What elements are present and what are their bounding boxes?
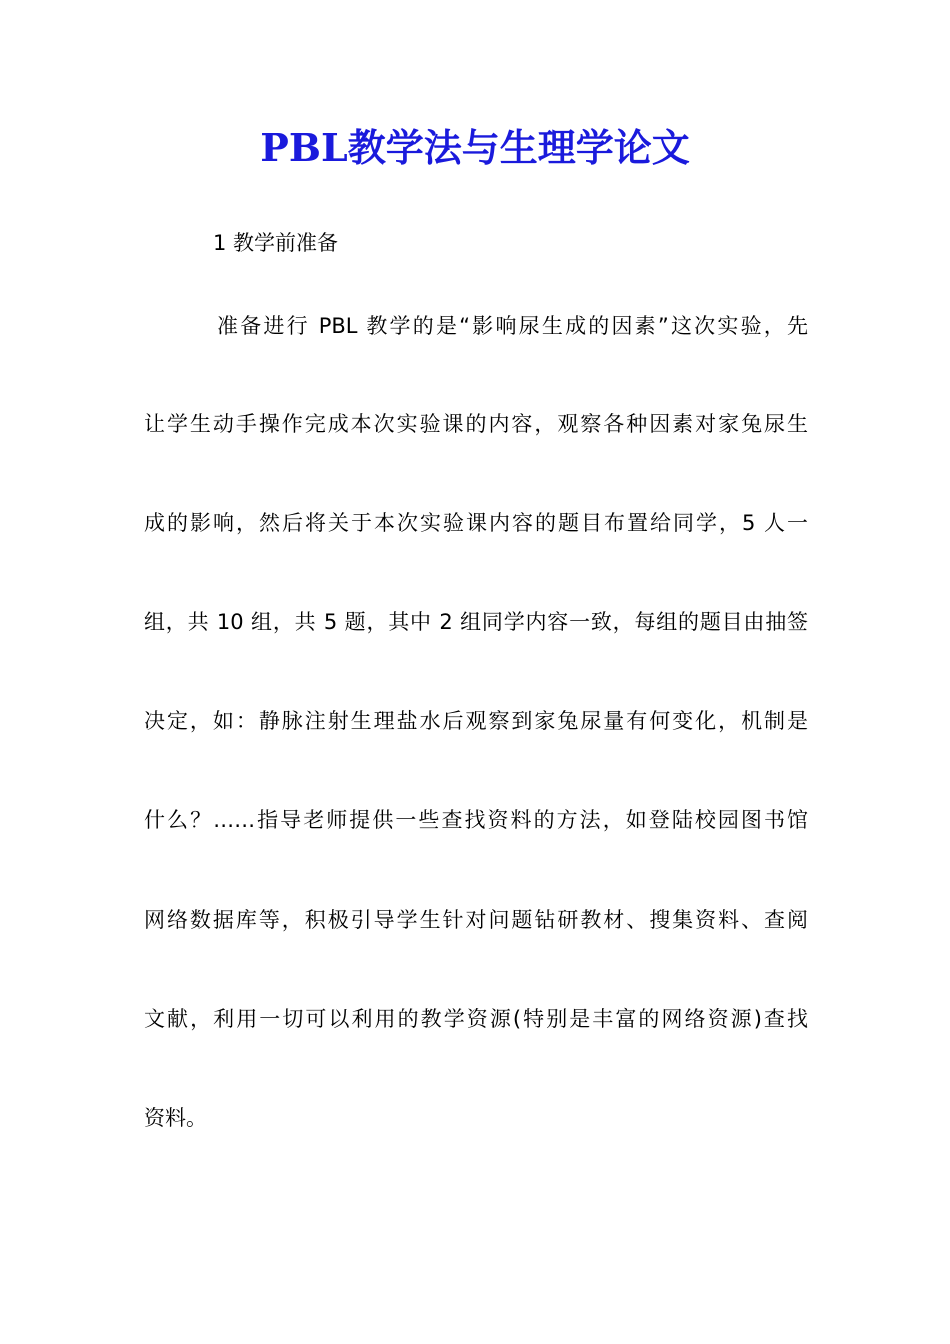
paragraph-line: 决定，如：静脉注射生理盐水后观察到家兔尿量有何变化，机制是 [144, 709, 808, 733]
paragraph-line: 网络数据库等，积极引导学生针对问题钻研教材、搜集资料、查阅 [144, 908, 808, 932]
section-heading: 1 教学前准备 [213, 231, 339, 255]
paragraph-line: 资料。 [144, 1106, 207, 1130]
paragraph-line: 什么？……指导老师提供一些查找资料的方法，如登陆校园图书馆 [144, 808, 808, 832]
paragraph-line: 组，共 10 组，共 5 题，其中 2 组同学内容一致，每组的题目由抽签 [144, 610, 808, 634]
paragraph-line: 成的影响，然后将关于本次实验课内容的题目布置给同学，5 人一 [144, 511, 808, 535]
paragraph-line: 让学生动手操作完成本次实验课的内容，观察各种因素对家兔尿生 [144, 412, 808, 436]
paragraph-line: 准备进行 PBL 教学的是“影响尿生成的因素”这次实验，先 [217, 314, 808, 338]
document-title: PBL教学法与生理学论文 [260, 125, 690, 170]
paragraph-line: 文献，利用一切可以利用的教学资源(特别是丰富的网络资源)查找 [144, 1007, 808, 1031]
